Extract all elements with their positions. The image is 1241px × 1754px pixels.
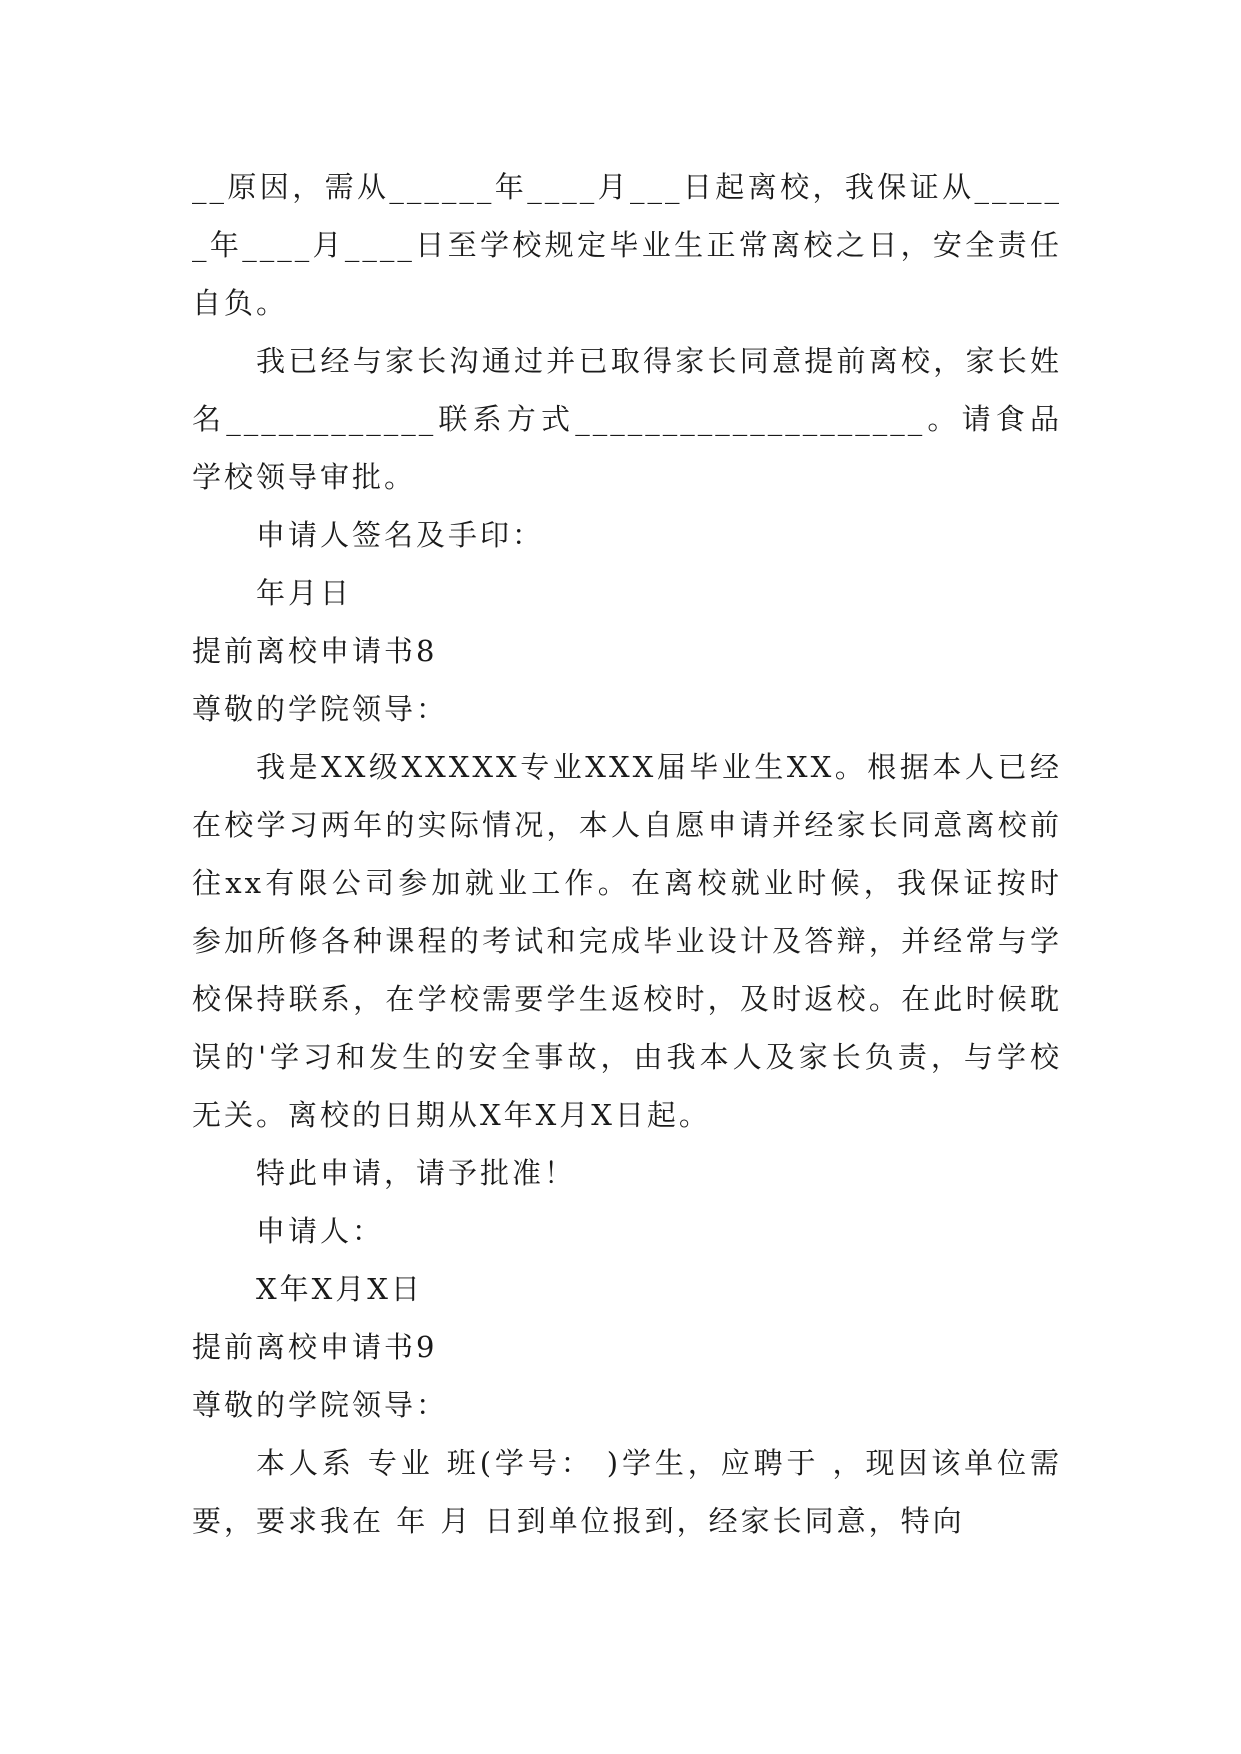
section-title-9: 提前离校申请书9 [192,1330,438,1364]
paragraph-date-8: X年X月X日 [256,1272,423,1306]
paragraph-application-body-8: 我是XX级XXXXX专业XXX届毕业生XX。根据本人已经在校学习两年的实际情况，本人自愿申请并经家长同意离校前往xx有限公司参加就业工作。在离校就业时候，我保证按时参加所修各种课程的考试和完成毕业设计及答辩，并经常与学校保持联系，在学校需要学生返校时，及时返校。在此时候耽误的'学习和发生的安全事故，由我本人及家长负责，与学校无关。离校的日期从X年X月X日起。 [192,750,1062,1132]
section-title-8: 提前离校申请书8 [192,634,438,668]
paragraph-applicant-signature: 申请人签名及手印： [256,518,545,552]
salutation-9: 尊敬的学院领导： [192,1388,449,1422]
paragraph-departure-dates: __原因，需从______年____月___日起离校，我保证从______年____月____日至学校规定毕业生正常离校之日，安全责任自负。 [192,170,1062,320]
paragraph-application-body-9: 本人系 专业 班(学号： )学生，应聘于 ，现因该单位需要，要求我在 年 月 日到单位报到，经家长同意，特向 [192,1446,1062,1538]
paragraph-request-approval: 特此申请，请予批准！ [256,1156,577,1190]
paragraph-date-line: 年月日 [256,576,353,610]
paragraph-applicant: 申请人： [256,1214,385,1248]
salutation-8: 尊敬的学院领导： [192,692,449,726]
paragraph-parent-consent: 我已经与家长沟通过并已取得家长同意提前离校，家长姓名____________联系方式____________________。请食品学校领导审批。 [192,344,1062,494]
document-body [192,158,1062,1550]
